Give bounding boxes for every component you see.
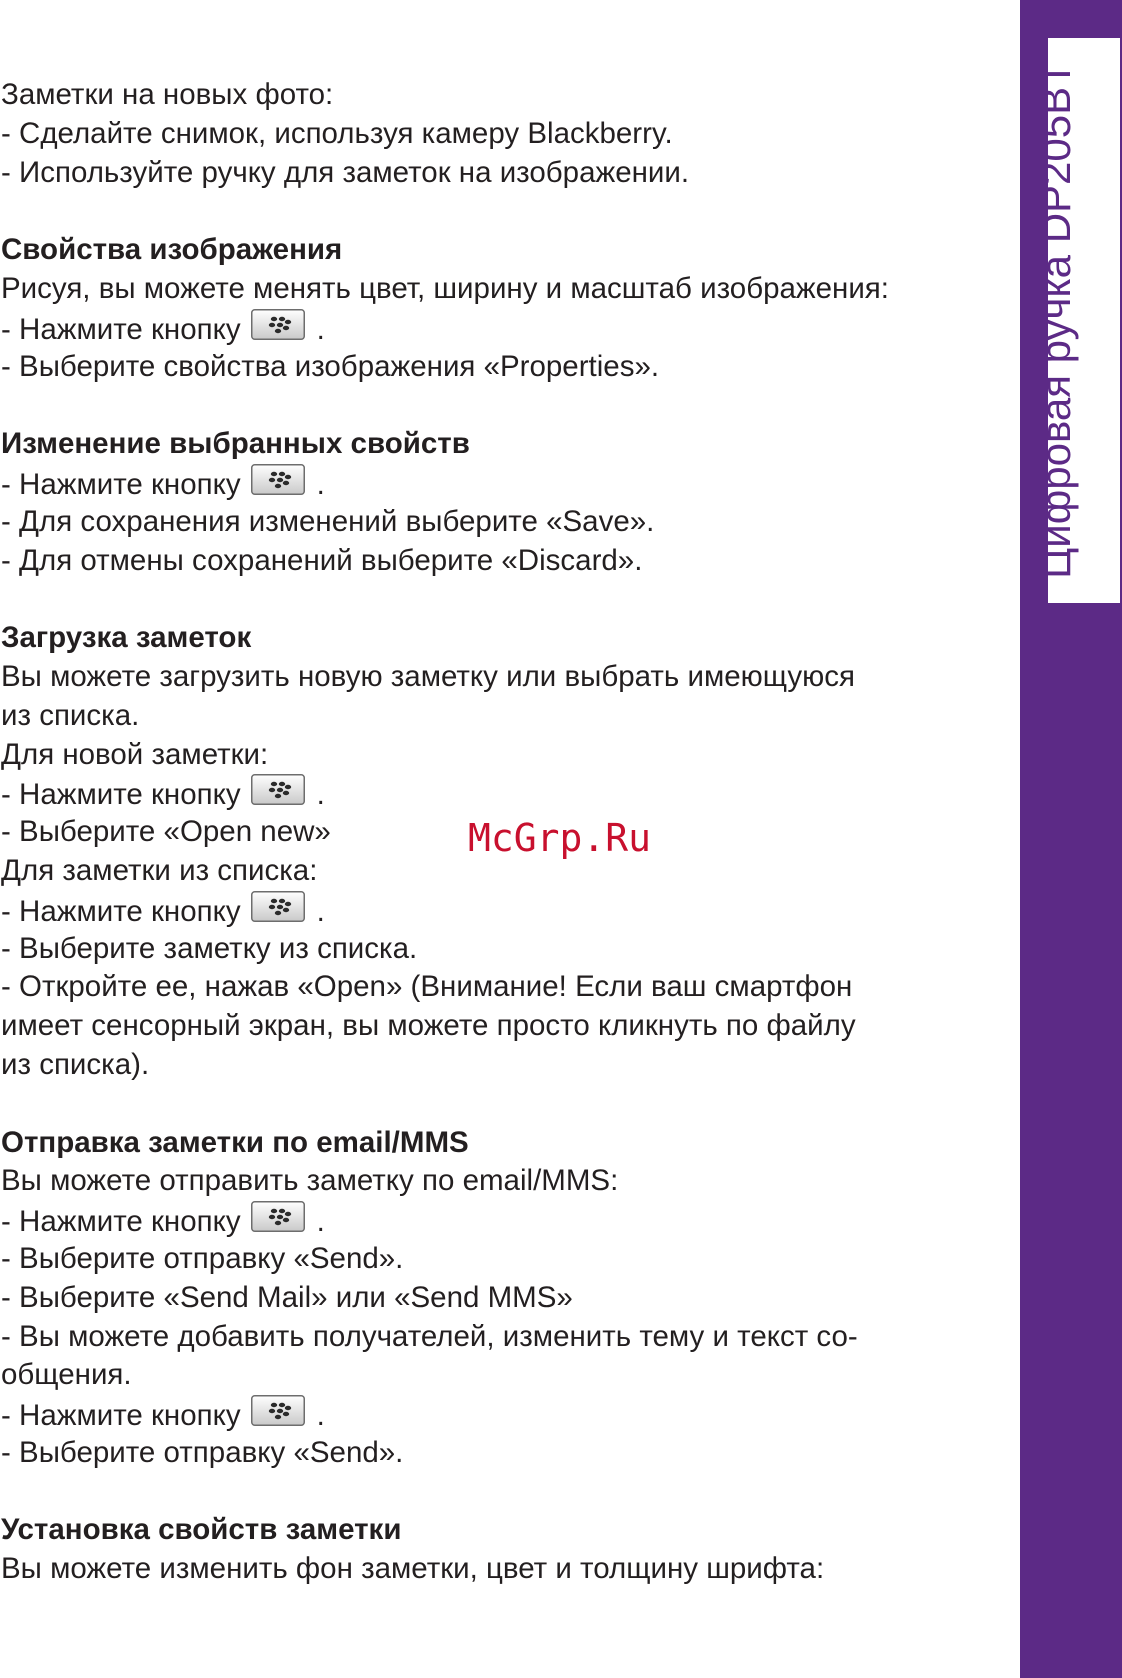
press-key-period: . (316, 1205, 325, 1239)
watermark: McGrp.Ru (468, 816, 652, 860)
image-properties-heading: Свойства изображения (1, 233, 343, 267)
blackberry-menu-key-icon (251, 891, 305, 922)
press-key-text: - Нажмите кнопку (1, 467, 241, 501)
press-key-text: - Нажмите кнопку (1, 1205, 241, 1239)
send-note-select-send: - Выберите отправку «Send». (1, 1241, 404, 1275)
blackberry-menu-key-icon (251, 309, 305, 340)
photo-notes-step-2: - Используйте ручку для заметок на изображении. (1, 155, 690, 189)
sidebar-band (1020, 0, 1122, 1678)
change-properties-heading: Изменение выбранных свойств (1, 427, 470, 461)
send-note-heading: Отправка заметки по email/MMS (1, 1125, 469, 1159)
load-notes-intro-2: из списка. (1, 698, 140, 732)
press-key-period: . (316, 778, 325, 812)
load-notes-open-new: - Выберите «Open new» (1, 815, 331, 849)
sidebar-title: Цифровая ручка DP205BT (1032, 61, 1079, 579)
press-key-period: . (316, 312, 325, 346)
press-key-text: - Нажмите кнопку (1, 312, 241, 346)
press-key-text: - Нажмите кнопку (1, 894, 241, 928)
change-properties-save: - Для сохранения изменений выберите «Save». (1, 504, 655, 538)
load-notes-open-3: из списка). (1, 1047, 150, 1081)
photo-notes-intro: Заметки на новых фото: (1, 78, 334, 111)
send-note-press-key-line (1, 1201, 1001, 1240)
blackberry-menu-key-icon (251, 1201, 305, 1232)
load-notes-heading: Загрузка заметок (1, 621, 252, 655)
image-properties-step-2: - Выберите свойства изображения «Properties». (1, 349, 660, 383)
load-notes-select: - Выберите заметку из списка. (1, 931, 418, 965)
load-notes-open-2: имеет сенсорный экран, вы можете просто кликнуть по файлу (1, 1009, 856, 1043)
change-properties-discard: - Для отмены сохранений выберите «Discard». (1, 543, 643, 577)
load-notes-press-key-line (1, 774, 1001, 813)
press-key-text: - Нажмите кнопку (1, 778, 241, 812)
change-properties-press-key-line (1, 464, 1001, 503)
note-properties-intro: Вы можете изменить фон заметки, цвет и толщину шрифта: (1, 1552, 825, 1586)
blackberry-menu-key-icon (251, 774, 305, 805)
load-notes-open-1: - Откройте ее, нажав «Open» (Внимание! Если ваш смартфон (1, 970, 853, 1004)
note-properties-heading: Установка свойств заметки (1, 1513, 402, 1547)
blackberry-menu-key-icon (251, 464, 305, 495)
press-key-period: . (316, 894, 325, 928)
send-note-select-send-2: - Выберите отправку «Send». (1, 1435, 404, 1469)
image-properties-intro: Рисуя, вы можете менять цвет, ширину и масштаб изображения: (1, 271, 889, 305)
load-notes-new-label: Для новой заметки: (1, 737, 269, 771)
send-note-recipients-2: общения. (1, 1358, 132, 1392)
photo-notes-step-1: - Сделайте снимок, используя камеру Blackberry. (1, 116, 673, 150)
press-key-period: . (316, 1399, 325, 1433)
load-notes-list-label: Для заметки из списка: (1, 853, 318, 887)
press-key-text: - Нажмите кнопку (1, 1399, 241, 1433)
load-notes-intro-1: Вы можете загрузить новую заметку или выбрать имеющуюся (1, 659, 855, 693)
blackberry-menu-key-icon (251, 1395, 305, 1426)
send-note-mail-or-mms: - Выберите «Send Mail» или «Send MMS» (1, 1280, 573, 1314)
load-notes-press-key-line-2 (1, 891, 1001, 930)
send-note-intro: Вы можете отправить заметку по email/MMS: (1, 1164, 619, 1198)
image-properties-press-key-line (1, 309, 1001, 348)
press-key-period: . (316, 467, 325, 501)
send-note-recipients-1: - Вы можете добавить получателей, изменить тему и текст со- (1, 1319, 858, 1353)
send-note-press-key-line-2 (1, 1395, 1001, 1434)
